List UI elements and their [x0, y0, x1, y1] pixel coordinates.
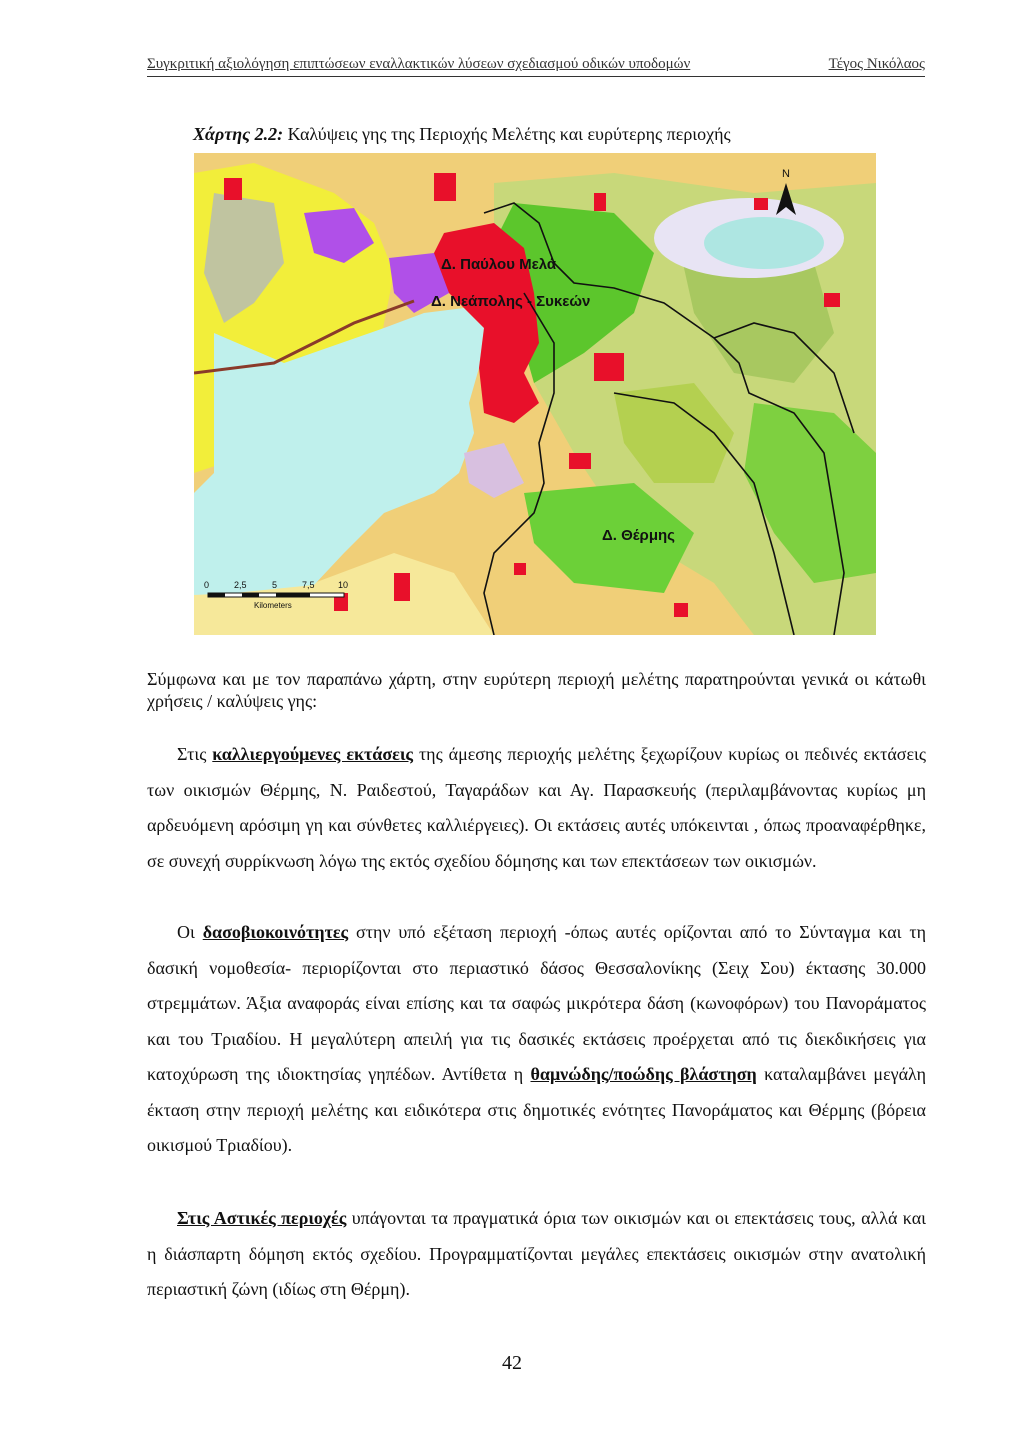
map-graphic	[194, 153, 876, 635]
caption-text: Καλύψεις γης της Περιοχής Μελέτης και ευρύτερης περιοχής	[283, 124, 731, 144]
land-cover-map	[194, 153, 876, 635]
text-run: υπάγονται τα πραγματικά όρια των οικισμών και οι επεκτάσεις τους, αλλά και η διάσπαρτη δόμηση εκτός σχεδίου. Προγραμματίζονται μεγάλες επεκτάσεις οικισμών στην ανατολική περιαστική ζώνη (ιδίως στη Θέρμη).	[147, 1208, 926, 1299]
settlement	[514, 563, 526, 575]
term-shrub: θαμνώδης/ποώδης βλάστηση	[530, 1064, 757, 1084]
north-label: N	[782, 168, 790, 180]
settlement	[434, 173, 456, 201]
label-pavlou-mela: Δ. Παύλου Μελά	[441, 256, 557, 273]
settlement	[594, 353, 624, 381]
settlement	[569, 453, 591, 469]
scale-tick: 0	[204, 580, 210, 590]
lake-water	[704, 217, 824, 269]
text-run: Στις	[177, 744, 213, 764]
text-run: καταλαμβάνει μεγάλη έκταση στην περιοχή μελέτης και ειδικότερα στις δημοτικές ενότητες Πανοράματος και Θέρμης (βόρεια οικισμού Τριαδίου).	[147, 1064, 926, 1155]
settlement	[224, 178, 242, 200]
term-cultivated: καλλιεργούμενες εκτάσεις	[212, 744, 414, 764]
header-author: Τέγος Νικόλαος	[828, 56, 925, 72]
settlement	[754, 198, 768, 210]
text-run: Οι	[177, 922, 203, 942]
scale-tick: 7,5	[302, 580, 315, 590]
scale-tick: 2,5	[234, 580, 247, 590]
settlement	[594, 193, 606, 211]
term-urban: Στις Αστικές περιοχές	[177, 1208, 347, 1228]
paragraph-cultivated	[147, 737, 926, 879]
intro-paragraph: Σύμφωνα και με τον παραπάνω χάρτη, στην ευρύτερη περιοχή μελέτης παρατηρούνται γενικά οι κάτωθι χρήσεις / καλύψεις γης:	[147, 669, 926, 711]
label-thermis: Δ. Θέρμης	[602, 527, 675, 544]
paragraph-forest	[147, 915, 926, 1164]
scale-unit: Kilometers	[254, 601, 292, 610]
term-forest: δασοβιοκοινότητες	[202, 922, 349, 942]
scale-tick: 5	[272, 580, 278, 590]
header-title: Συγκριτική αξιολόγηση επιπτώσεων εναλλακτικών λύσεων σχεδιασμού οδικών υποδομών	[147, 56, 691, 72]
settlement	[674, 603, 688, 617]
text-run: της άμεσης περιοχής μελέτης ξεχωρίζουν κυρίως οι πεδινές εκτάσεις των οικισμών Θέρμης, Ν. Ραιδεστού, Ταγαράδων και Αγ. Παρασκευής (περιλαμβάνοντας κυρίως μη αρδευόμενη αρόσιμη γη και σύνθετες καλλιέργειες). Οι εκτάσεις αυτές υπόκεινται , όπως προαναφέρθηκε, σε συνεχή συρρίκνωση λόγω της εκτός σχεδίου δόμησης και των επεκτάσεων των οικισμών.	[147, 744, 927, 871]
label-neapolis-sykeon: Δ. Νεάπολης - Συκεών	[431, 293, 591, 310]
settlement	[824, 293, 840, 307]
text-run: στην υπό εξέταση περιοχή -όπως αυτές ορίζονται από το Σύνταγμα και τη δασική νομοθεσία- περιορίζονται στο περιαστικό δάσος Θεσσαλονίκης (Σειχ Σου) έκτασης 30.000 στρεμμάτων. Άξια αναφοράς είναι επίσης και τα σαφώς μικρότερα δάση (κωνοφόρων) του Πανοράματος και του Τριαδίου. Η μεγαλύτερη απειλή για τις δασικές εκτάσεις προέρχεται από τις διεκδικήσεις για κατοχύρωση της ιδιοκτησίας γηπέδων. Αντίθετα η	[147, 922, 927, 1084]
settlement	[394, 573, 410, 601]
page-number: 42	[502, 1352, 522, 1374]
caption-label: Χάρτης 2.2:	[193, 124, 284, 144]
map-caption	[193, 124, 731, 145]
paragraph-urban	[147, 1201, 926, 1308]
running-header	[147, 54, 925, 77]
scale-tick: 10	[338, 580, 349, 590]
